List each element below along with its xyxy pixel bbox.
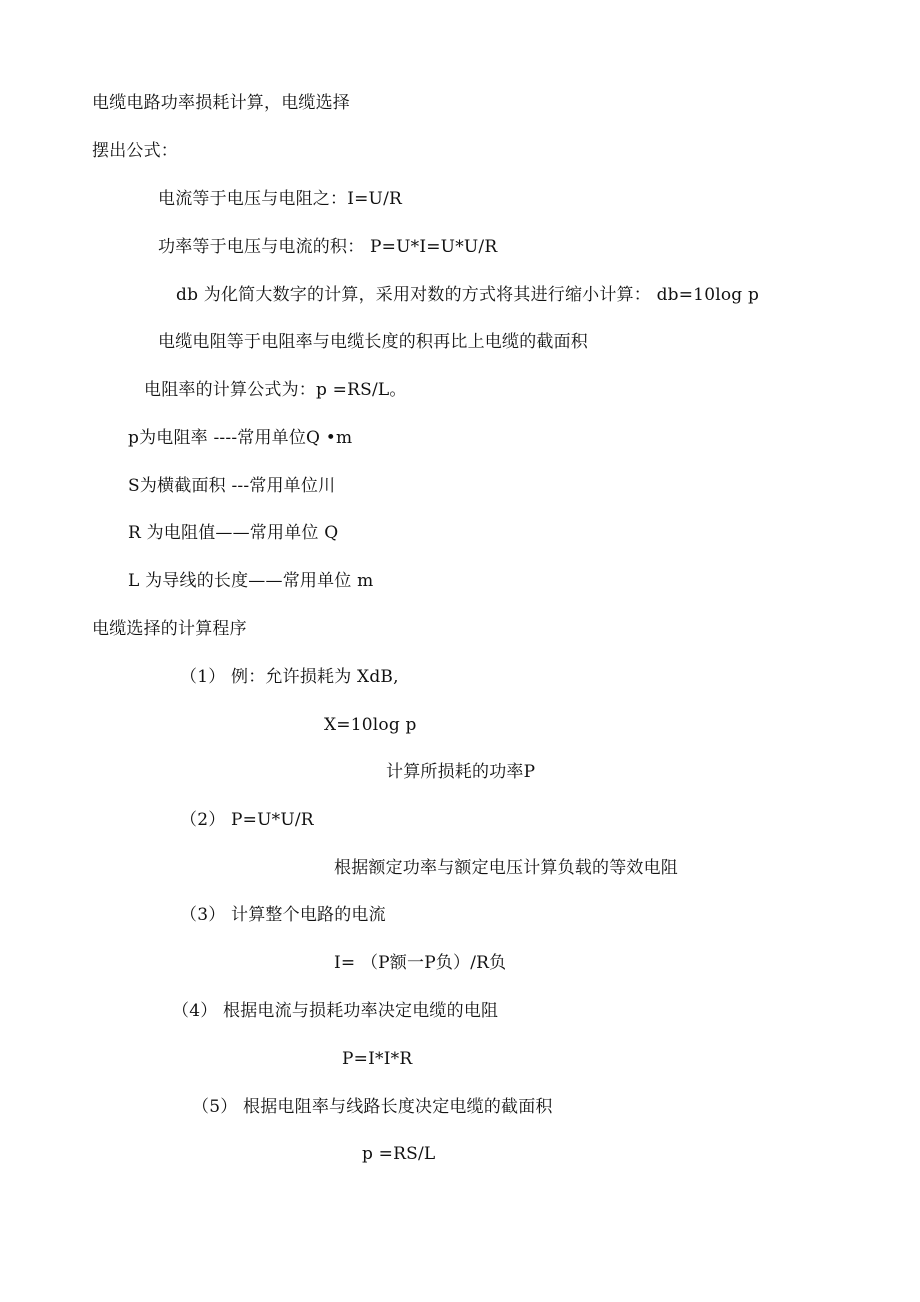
step-1-note: 计算所损耗的功率P <box>386 762 536 782</box>
step-3: （3） 计算整个电路的电流 <box>180 905 386 925</box>
step-1: （1） 例：允许损耗为 XdB, <box>180 667 399 687</box>
definition-resistance: R 为电阻值——常用单位 Q <box>128 523 339 543</box>
definition-resistivity: p为电阻率 ----常用单位Q •m <box>128 428 353 448</box>
formula-current: 电流等于电压与电阻之：I=U/R <box>158 189 403 209</box>
definition-cross-section: S为横截面积 ---常用单位川 <box>128 476 336 496</box>
step-3-formula: I= （P额一P负）/R负 <box>334 953 507 973</box>
step-5: （5） 根据电阻率与线路长度决定电缆的截面积 <box>192 1097 553 1117</box>
document-title: 电缆电路功率损耗计算，电缆选择 <box>92 93 350 113</box>
procedure-heading: 电缆选择的计算程序 <box>92 619 247 639</box>
formula-resistance-text: 电缆电阻等于电阻率与电缆长度的积再比上电缆的截面积 <box>158 332 588 352</box>
formula-power: 功率等于电压与电流的积： P=U*I=U*U/R <box>158 237 498 257</box>
formula-resistivity: 电阻率的计算公式为：p =RS/L。 <box>144 380 407 400</box>
step-2: （2） P=U*U/R <box>180 810 314 830</box>
formulas-heading: 摆出公式： <box>92 141 178 161</box>
step-5-formula: p =RS/L <box>362 1144 436 1164</box>
step-2-note: 根据额定功率与额定电压计算负载的等效电阻 <box>334 858 678 878</box>
step-4-formula: P=I*I*R <box>342 1049 413 1069</box>
formula-db: db 为化简大数字的计算，采用对数的方式将其进行缩小计算： db=10log p <box>176 285 760 305</box>
definition-length: L 为导线的长度——常用单位 m <box>128 571 374 591</box>
step-1-formula: X=10log p <box>324 715 417 735</box>
step-4: （4） 根据电流与损耗功率决定电缆的电阻 <box>172 1001 499 1021</box>
